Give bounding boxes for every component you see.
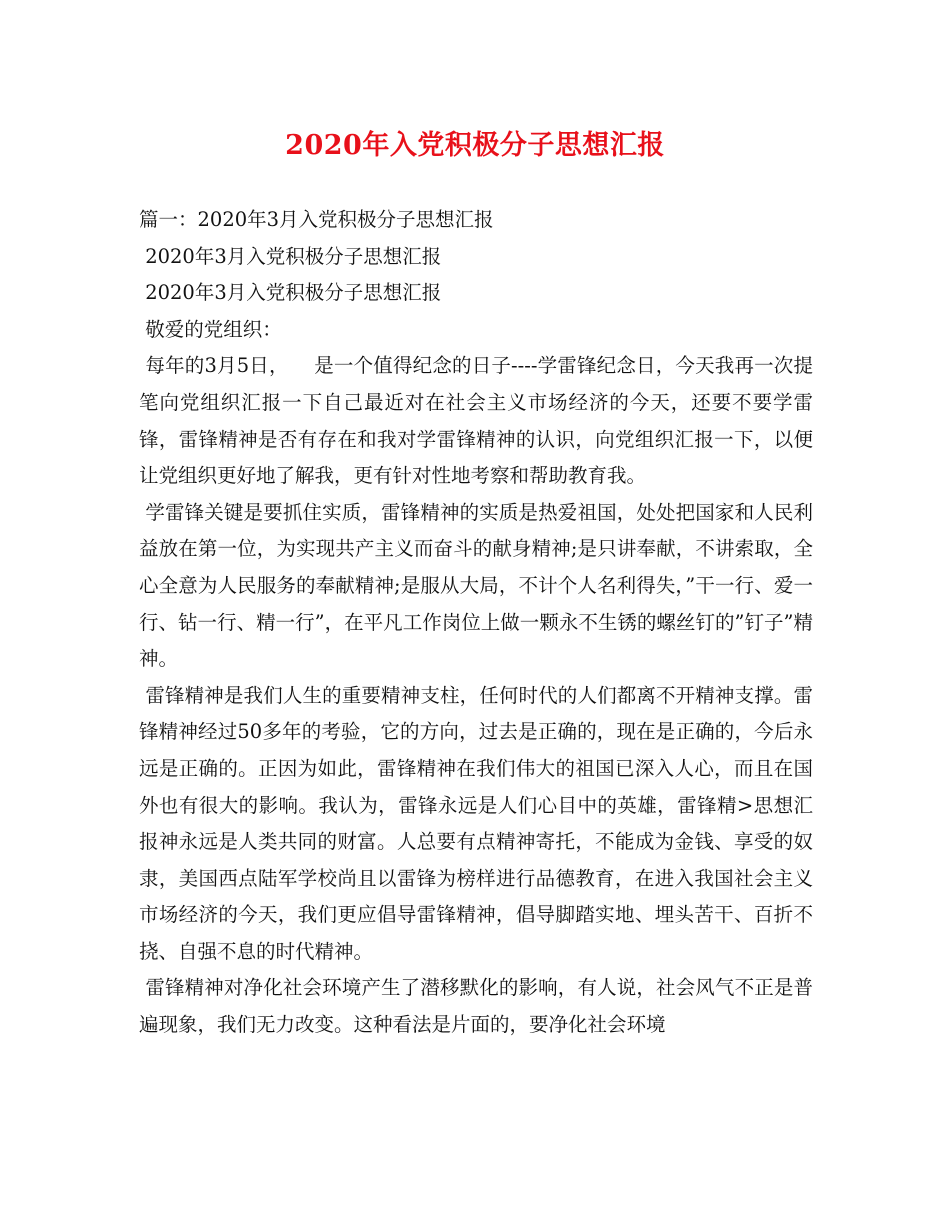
document-title: 2020年入党积极分子思想汇报 [285, 130, 665, 161]
subtitle-line: 2020年3月入党积极分子思想汇报 [139, 281, 442, 305]
salutation: 敬爱的党组织： [139, 317, 282, 341]
section-heading: 篇一：2020年3月入党积极分子思想汇报 [139, 208, 494, 231]
body-paragraph: 雷锋精神对净化社会环境产生了潜移默化的影响，有人说，社会风气不正是普遍现象，我们无力改变。这种看法是片面的，要净化社会环境 [139, 976, 813, 1037]
body-paragraph: 雷锋精神是我们人生的重要精神支柱，任何时代的人们都离不开精神支撑。雷锋精神经过50多年的考验，它的方向，过去是正确的，现在是正确的，今后永远是正确的。正因为如此，雷锋精神在我们伟大的祖国已深入人心，而且在国外也有很大的影响。我认为，雷锋永远是人们心目中的英雄，雷锋精>思想汇报神永远是人类共同的财富。人总要有点精神寄托，不能成为金钱、享受的奴隶，美国西点陆军学校尚且以雷锋为榜样进行品德教育，在进入我国社会主义市场经济的今天，我们更应倡导雷锋精神，倡导脚踏实地、埋头苦干、百折不挠、自强不息的时代精神。 [139, 683, 813, 963]
body-paragraph: 每年的3月5日， 是一个值得纪念的日子----学雷锋纪念日，今天我再一次提笔向党组织汇报一下自己最近对在社会主义市场经济的今天，还要不要学雷锋，雷锋精神是否有存在和我对学雷锋精神的认识，向党组织汇报一下，以便让党组织更好地了解我，更有针对性地考察和帮助教育我。 [139, 354, 813, 488]
subtitle-line: 2020年3月入党积极分子思想汇报 [139, 244, 442, 268]
body-paragraph: 学雷锋关键是要抓住实质，雷锋精神的实质是热爱祖国，处处把国家和人民利益放在第一位，为实现共产主义而奋斗的献身精神;是只讲奉献，不讲索取，全心全意为人民服务的奉献精神;是服从大局，不计个人名利得失，”干一行、爱一行、钻一行、精一行”，在平凡工作岗位上做一颗永不生锈的螺丝钉的”钉子”精神。 [139, 500, 813, 671]
document-body [139, 202, 813, 1044]
